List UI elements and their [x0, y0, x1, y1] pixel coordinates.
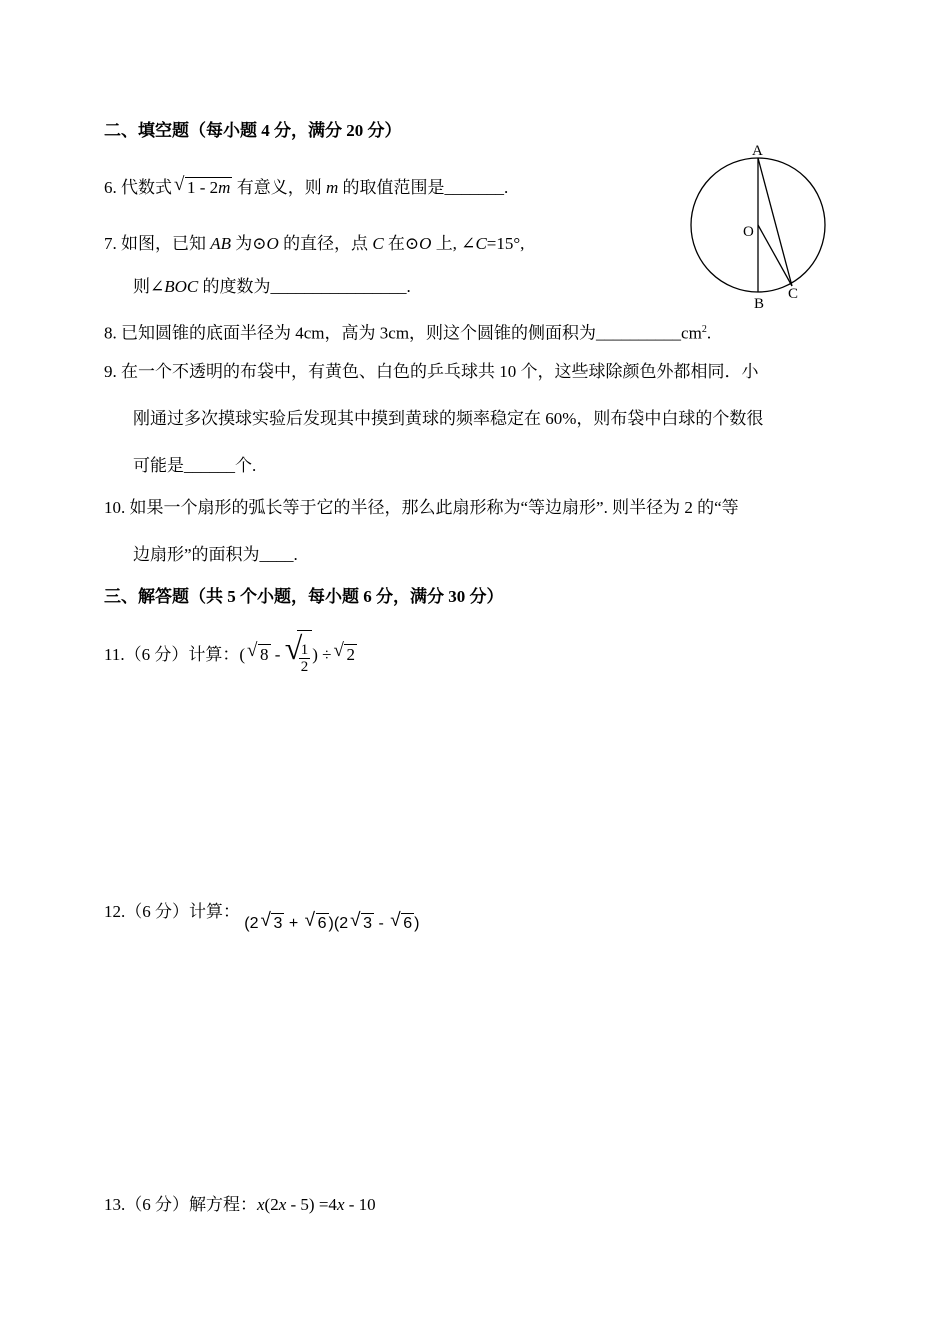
q13-equation: x(2x - 5) =4x - 10	[257, 1195, 376, 1214]
label-a: A	[752, 143, 763, 159]
question-8	[104, 318, 711, 346]
section-answer-title: 三、解答题（共 5 个小题，每小题 6 分，满分 30 分）	[104, 587, 504, 606]
chord-ac	[758, 158, 792, 286]
q7-ab: AB	[210, 234, 232, 253]
q9-blank: ______	[184, 456, 235, 475]
q11-open: (	[239, 645, 246, 664]
question-9-line-2: 刚通过多次摸球实验后发现其中摸到黄球的频率稳定在 60%，则布袋中白球的个数很	[133, 409, 764, 428]
q6-var: m	[325, 178, 339, 197]
question-11	[104, 630, 357, 680]
q7-text-a: 7. 如图，已知	[104, 234, 211, 253]
q7-o: O	[266, 234, 279, 253]
segment-oc	[758, 225, 792, 286]
q7-l2-a: 则∠	[133, 277, 165, 296]
q11-sqrt-8: √ 8	[247, 640, 269, 664]
question-13	[104, 1193, 376, 1217]
label-c: C	[788, 286, 799, 302]
q8-unit: cm	[681, 323, 702, 343]
q10-blank: ____	[259, 545, 294, 564]
q7-text-f: =15°,	[486, 234, 525, 253]
q7-c: C	[372, 234, 384, 253]
q6-mid: 有意义，则	[232, 178, 326, 197]
q7-boc: BOC	[164, 277, 199, 296]
label-b: B	[754, 296, 765, 310]
q11-label: 11.（6 分）计算：	[104, 645, 240, 664]
q10-end: .	[293, 545, 298, 564]
q7-end: .	[406, 277, 411, 296]
q8-text: 8. 已知圆锥的底面半径为 4cm，高为 3cm，则这个圆锥的侧面积为	[104, 323, 597, 343]
q7-text-e: 上, ∠	[431, 234, 476, 253]
question-12	[104, 900, 420, 932]
q11-num: 1	[300, 641, 309, 658]
question-9-line-1: 9. 在一个不透明的布袋中，有黄色、白色的乒乓球共 10 个，这些球除颜色外都相同．小	[104, 362, 759, 381]
q8-end: .	[706, 323, 712, 343]
q7-blank: ________________	[270, 277, 407, 296]
q7-text-d: 在⊙	[383, 234, 420, 253]
q9-end: 个.	[235, 456, 257, 475]
q7-text-b: 为⊙	[231, 234, 267, 253]
q10-l2-a: 边扇形”的面积为	[133, 545, 260, 564]
question-9-line-3	[133, 454, 256, 478]
q13-label: 13.（6 分）解方程：	[104, 1195, 257, 1214]
question-6	[104, 176, 508, 200]
q6-blank: _______	[444, 178, 504, 197]
label-o: O	[743, 224, 754, 240]
q11-close: ) ÷	[312, 645, 332, 664]
q8-sup: 2	[701, 324, 707, 335]
q11-sqrt-frac: √ $\frac{1}{2}$	[285, 630, 313, 682]
q12-label: 12.（6 分）计算：	[104, 902, 240, 921]
q11-minus: -	[270, 645, 285, 664]
q6-radical: √ 1 - 2m	[174, 174, 231, 197]
q7-c2: C	[475, 234, 487, 253]
q7-l2-b: 的度数为	[198, 277, 271, 296]
question-7-line-2	[133, 275, 411, 299]
q8-blank: __________	[596, 323, 682, 343]
section-fill-in-title: 二、填空题（每小题 4 分，满分 20 分）	[104, 121, 402, 140]
q11-sqrt-2: √ 2	[333, 640, 355, 664]
q7-text-c: 的直径，点	[278, 234, 373, 253]
question-10-line-2	[133, 543, 298, 567]
q6-end: .	[503, 178, 509, 197]
q6-radicand: 1 - 2	[187, 178, 219, 197]
q9-l3-a: 可能是	[133, 456, 184, 475]
q11-den: 2	[300, 658, 309, 675]
q6-radicand-var: m	[218, 178, 231, 197]
question-10-line-1: 10. 如果一个扇形的弧长等于它的半径，那么此扇形称为“等边扇形”. 则半径为 2 的“等	[104, 498, 739, 517]
question-7-line-1	[104, 232, 524, 256]
circle-figure	[682, 140, 832, 310]
q7-o2: O	[419, 234, 432, 253]
q6-suffix: 的取值范围是	[338, 178, 445, 197]
q6-prefix: 6. 代数式	[104, 178, 172, 197]
q12-expression: (2 √ 3 + √ 6 )(2 √ 3 - √ 6 )	[244, 910, 420, 932]
